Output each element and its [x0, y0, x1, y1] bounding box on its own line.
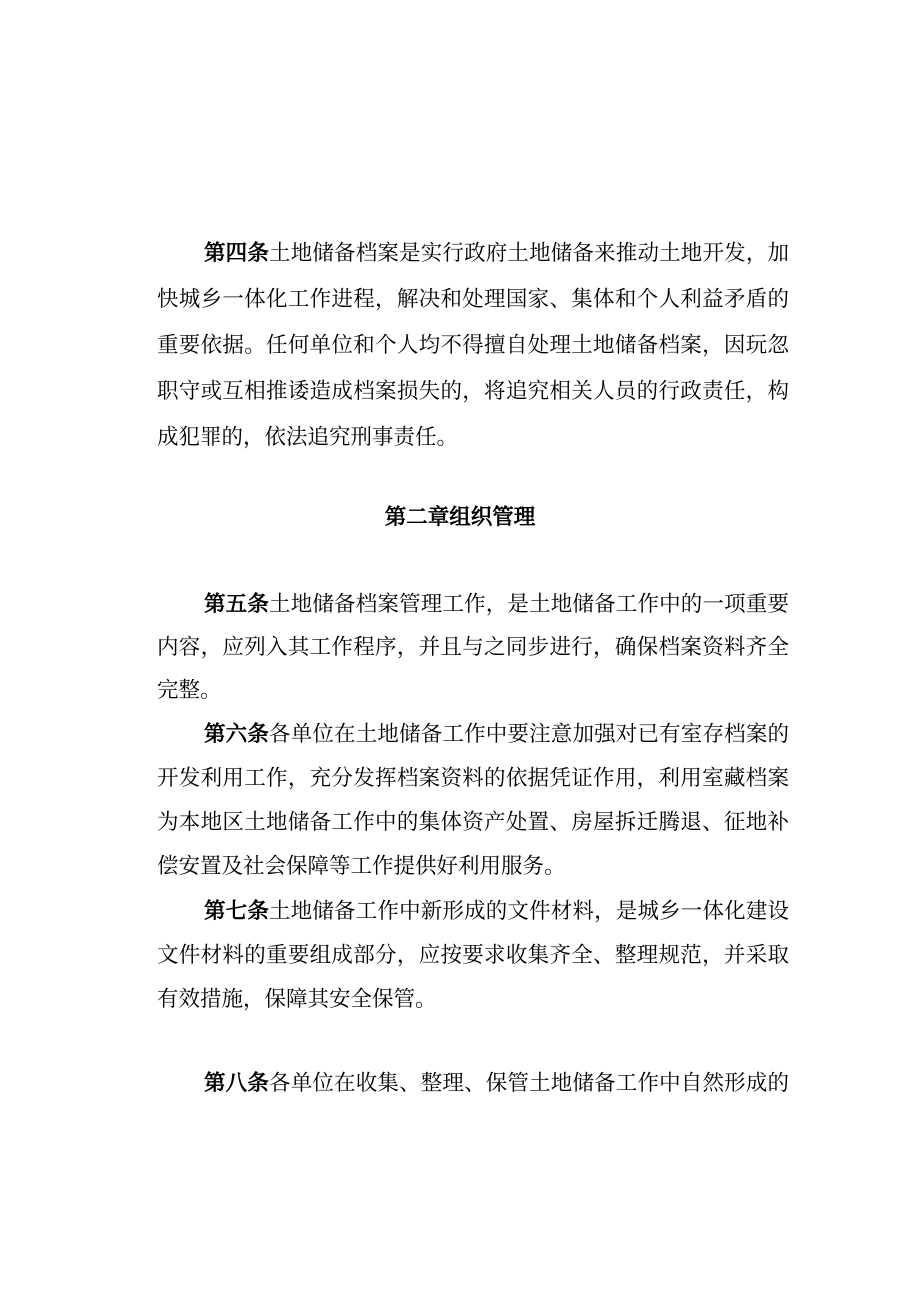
article-6-line-2: 开发利用工作，充分发挥档案资料的依据凭证作用，利用室藏档案 [157, 766, 789, 791]
article-7-line-3: 有效措施，保障其安全保管。 [157, 987, 437, 1012]
article-4-line-1 [204, 239, 789, 269]
article-5-line-1 [204, 590, 789, 620]
article-5-line-3: 完整。 [157, 678, 222, 703]
article-6-text: 各单位在土地储备工作中要注意加强对已有室存档案的 [269, 722, 789, 747]
article-7-label: 第七条 [204, 899, 270, 924]
article-8-line-1 [204, 1069, 789, 1099]
article-7-line-1 [204, 897, 789, 927]
article-4-line-2: 快城乡一体化工作进程，解决和处理国家、集体和个人利益矛盾的 [157, 287, 789, 312]
article-4-line-3: 重要依据。任何单位和个人均不得擅自处理土地储备档案，因玩忽 [157, 333, 789, 358]
article-7-text: 土地储备工作中新形成的文件材料，是城乡一体化建设 [269, 899, 789, 924]
article-6-line-1 [204, 720, 789, 750]
article-5-text: 土地储备档案管理工作，是土地储备工作中的一项重要 [269, 592, 789, 617]
article-8-label: 第八条 [204, 1071, 270, 1096]
article-4-label: 第四条 [204, 241, 270, 266]
chapter-heading: 第二章组织管理 [384, 505, 536, 530]
article-4-line-5: 成犯罪的，依法追究刑事责任。 [157, 425, 459, 450]
article-8-text: 各单位在收集、整理、保管土地储备工作中自然形成的 [269, 1071, 789, 1096]
article-6-label: 第六条 [204, 722, 270, 747]
article-6-line-4: 偿安置及社会保障等工作提供好利用服务。 [157, 854, 566, 879]
article-4-text: 土地储备档案是实行政府土地储备来推动土地开发，加 [269, 241, 789, 266]
article-5-line-2: 内容，应列入其工作程序，并且与之同步进行，确保档案资料齐全 [157, 635, 789, 660]
article-5-label: 第五条 [204, 592, 270, 617]
article-6-line-3: 为本地区土地储备工作中的集体资产处置、房屋拆迁腾退、征地补 [157, 810, 789, 835]
article-4-line-4: 职守或互相推诿造成档案损失的，将追究相关人员的行政责任，构 [157, 379, 789, 404]
article-7-line-2: 文件材料的重要组成部分，应按要求收集齐全、整理规范，并采取 [157, 943, 789, 968]
